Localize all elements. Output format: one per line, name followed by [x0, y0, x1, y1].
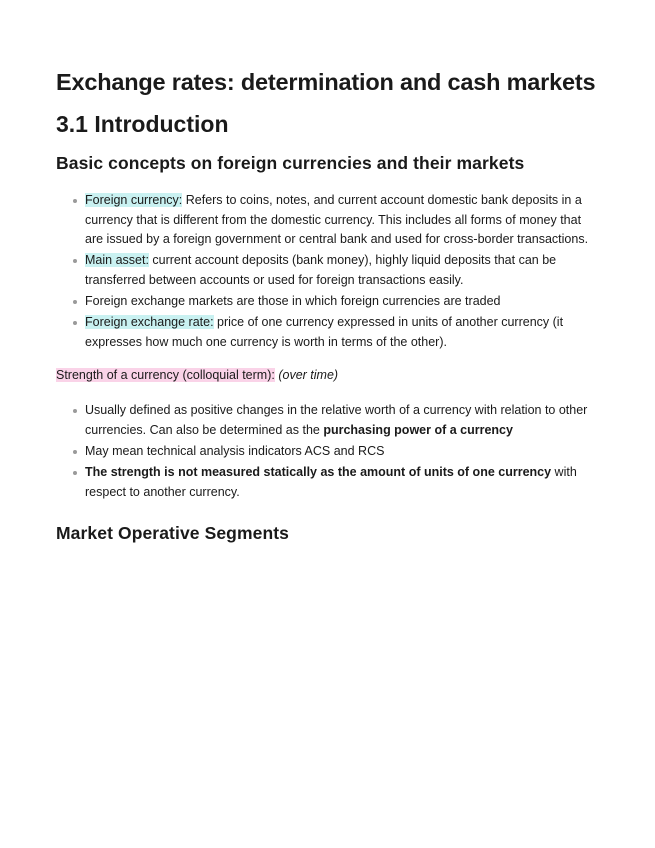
list-item-foreign-exchange-rate: [85, 313, 599, 352]
list-item-text: Refers to coins, notes, and current account domestic bank deposits in a currency that is different from the domestic currency. This includes all forms of money that are issued by a foreign government or central bank and used for cross-border transactions.: [85, 193, 589, 247]
list-item-not-measured-statically: [85, 463, 599, 502]
term-highlight: Main asset:: [85, 253, 149, 268]
list-item-text: Usually defined as positive changes in the relative worth of a currency with relation to other currencies. Can also be determined as the: [85, 403, 588, 437]
basic-concepts-list: [56, 191, 599, 352]
list-item-foreign-exchange-markets: [85, 292, 599, 312]
section-heading: 3.1 Introduction: [56, 111, 229, 137]
list-item-technical-indicators: [85, 442, 599, 462]
list-item-main-asset: [85, 251, 599, 290]
strength-label-highlight: Strength of a currency (colloquial term):: [56, 368, 275, 383]
subsection-heading-market-segments: Market Operative Segments: [56, 523, 290, 544]
bold-phrase: purchasing power of a currency: [323, 422, 513, 437]
list-item-foreign-currency: [85, 191, 599, 250]
list-item-text: price of one currency expressed in units of another currency (it expresses how much one currency is worth in terms of the other).: [85, 315, 564, 349]
list-item-usually-defined: [85, 401, 599, 440]
subsection-heading-basic-concepts: Basic concepts on foreign currencies and their markets: [56, 153, 525, 173]
list-item-text: May mean technical analysis indicators ACS and RCS: [85, 443, 385, 458]
document-title: Exchange rates: determination and cash markets: [56, 69, 596, 95]
list-item-text: current account deposits (bank money), highly liquid deposits that can be transferred between accounts or used for foreign transactions easily.: [85, 253, 557, 287]
strength-note: (over time): [278, 368, 339, 383]
strength-list: [56, 401, 599, 502]
strength-of-currency-line: [56, 366, 599, 385]
term-highlight: Foreign exchange rate:: [85, 315, 214, 330]
list-item-text: with respect to another currency.: [85, 465, 577, 499]
bold-phrase: The strength is not measured statically as the amount of units of one currency: [85, 465, 552, 480]
term-highlight: Foreign currency:: [85, 193, 183, 207]
list-item-text: Foreign exchange markets are those in which foreign currencies are traded: [85, 293, 501, 308]
